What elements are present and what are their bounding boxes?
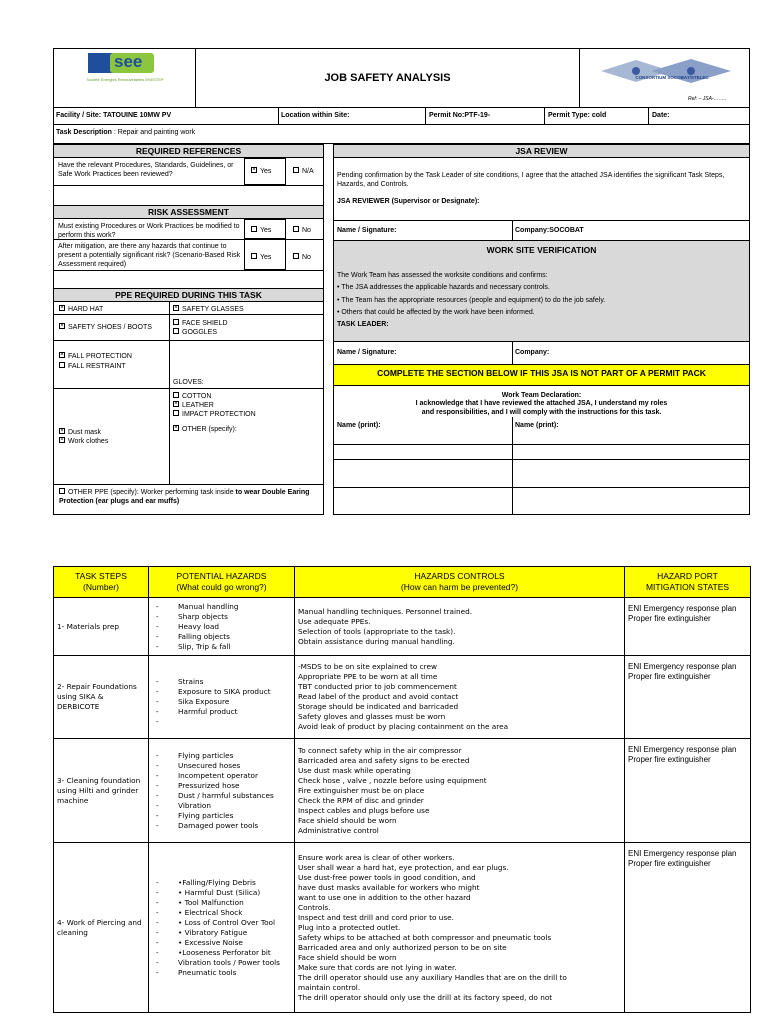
- hazards-cell: [149, 739, 295, 843]
- references-question: Have the relevant Procedures, Standards, Guidelines, or Safe Work Practices been reviewed?: [58, 162, 234, 178]
- gloves-other[interactable]: [173, 425, 237, 434]
- dust-mask-label: Dust mask: [68, 429, 102, 436]
- hazard-item: - Falling objects: [152, 632, 291, 642]
- control-line: The drill operator should use any auxiliary Handles that are on the drill to: [298, 972, 567, 982]
- table-header-row: [54, 567, 751, 598]
- risk-q1-no-checkbox[interactable]: [293, 226, 311, 235]
- hazards-cell: [149, 656, 295, 739]
- refs-na-label: N/A: [302, 168, 314, 175]
- no-label: No: [302, 227, 311, 234]
- hazard-item: - • Tool Malfunction: [152, 898, 291, 908]
- other-ppe-label: OTHER PPE (specify): Worker performing task inside: [68, 489, 236, 496]
- checkbox-icon: [251, 226, 257, 232]
- location-label: Location within Site:: [281, 112, 350, 119]
- partner-logo-text: CONSORTIUM SOCOBAT/STELEC: [635, 75, 709, 80]
- checkbox-icon: [59, 362, 65, 368]
- hazard-item: - Strains: [152, 677, 291, 687]
- ppe-safety-glasses[interactable]: [173, 305, 244, 314]
- col-hazards-title: POTENTIAL HAZARDS: [176, 571, 267, 581]
- control-line: want to use one in addition to the other hazard: [298, 892, 471, 902]
- refs-yes-label: Yes: [260, 168, 272, 175]
- safety-shoes-label: SAFETY SHOES / BOOTS: [68, 324, 152, 331]
- checkbox-icon: [293, 226, 299, 232]
- checkbox-checked-icon: ×: [174, 401, 178, 408]
- hazard-item: - Exposure to SIKA product: [152, 687, 291, 697]
- task-leader-label: TASK LEADER:: [337, 321, 389, 328]
- control-line: Make sure that cords are not lying in water.: [298, 962, 457, 972]
- permit-no-label: Permit No:PTF-19-: [429, 112, 491, 119]
- fall-restraint-label: FALL RESTRAINT: [68, 363, 126, 370]
- jsa-review-text: Pending confirmation by the Task Leader of site conditions, I agree that the attached JSA identifies the significant Task Steps, Hazards, and Controls.: [337, 172, 725, 188]
- other-label: OTHER (specify):: [182, 426, 237, 433]
- col-controls-title: HAZARDS CONTROLS: [414, 571, 505, 581]
- hazard-item: - Harmful product: [152, 707, 291, 717]
- task-step-cell: [54, 598, 149, 656]
- mitigation-cell: [625, 598, 751, 656]
- task-step-cell: [54, 739, 149, 843]
- control-line: Fire extinguisher must be on place: [298, 785, 425, 795]
- mitigation-plan: ENI Emergency response plan: [628, 849, 737, 858]
- page-title: JOB SAFETY ANALYSIS: [324, 72, 451, 84]
- col-mitigation-states: [625, 567, 751, 598]
- table-row: [54, 843, 751, 1013]
- checkbox-checked-icon: ×: [174, 305, 178, 312]
- control-line: Use dust-free power tools in good condition, and: [298, 872, 476, 882]
- checkbox-icon: [173, 319, 179, 325]
- checkbox-checked-icon: ×: [60, 305, 64, 312]
- cotton-label: COTTON: [182, 393, 212, 400]
- controls-cell: [295, 739, 625, 843]
- name-print-2: Name (print):: [515, 422, 559, 429]
- control-line: Inspect cables and plugs before use: [298, 805, 430, 815]
- hazard-item: - •Looseness Perforator bit: [152, 948, 291, 958]
- divider: [169, 388, 324, 389]
- control-line: Safety gloves and glasses must be worn: [298, 712, 446, 721]
- company-logo: [88, 53, 158, 75]
- checkbox-checked-icon: ×: [60, 437, 64, 444]
- control-line: Use dust mask while operating: [298, 765, 411, 775]
- verification-bullet-1: • The JSA addresses the applicable hazards and necessary controls.: [337, 284, 550, 291]
- face-shield-label: FACE SHIELD: [182, 320, 228, 327]
- control-line: Administrative control: [298, 825, 379, 835]
- table-row: [54, 739, 751, 843]
- verification-bullet-3: • Others that could be affected by the work have been informed.: [337, 309, 535, 316]
- required-references-title: REQUIRED REFERENCES: [135, 146, 242, 156]
- yes-label: Yes: [260, 227, 272, 234]
- signature-row-line: [333, 487, 750, 488]
- ref-label: Ref: – JSA-……..: [688, 96, 727, 102]
- verification-bullet-2-text: The Team has the appropriate resources (people and equipment) to do the job safely.: [341, 297, 606, 304]
- control-line: Face shield should be worn: [298, 952, 397, 962]
- partner-logo: [596, 56, 736, 86]
- col-task-steps-title: TASK STEPS: [75, 571, 127, 581]
- checkbox-checked-icon: ×: [174, 425, 178, 432]
- divider: [53, 484, 324, 485]
- divider: [333, 220, 750, 221]
- control-line: Check hose , valve , nozzle before using equipment: [298, 775, 487, 785]
- declaration-line-1: I acknowledge that I have reviewed the attached JSA, I understand my roles: [415, 400, 668, 407]
- control-line: maintain control.: [298, 982, 361, 992]
- control-line: Selection of tools (appropriate to the task).: [298, 626, 456, 636]
- checkbox-icon: [59, 488, 65, 494]
- gloves-label: GLOVES:: [173, 379, 204, 386]
- task-steps-table: [53, 566, 751, 1013]
- impact-label: IMPACT PROTECTION: [182, 411, 256, 418]
- divider: [53, 270, 324, 271]
- control-line: Use adequate PPEs.: [298, 616, 371, 626]
- hazard-item: - Pressurized hose: [152, 781, 291, 791]
- mitigation-extinguisher: Proper fire extinguisher: [628, 755, 711, 764]
- ppe-goggles[interactable]: [173, 328, 217, 337]
- control-line: Manual handling techniques. Personnel trained.: [298, 606, 473, 616]
- divider: [53, 340, 324, 341]
- control-line: Inspect and test drill and cord prior to use.: [298, 912, 454, 922]
- hazard-item: - Vibration: [152, 801, 291, 811]
- leather-label: LEATHER: [182, 402, 214, 409]
- hazards-cell: [149, 598, 295, 656]
- jsa-review-title: JSA REVIEW: [515, 146, 568, 156]
- hazard-item: - Sika Exposure: [152, 697, 291, 707]
- control-line: Storage should be indicated and barricaded: [298, 702, 459, 711]
- goggles-label: GOGGLES: [182, 329, 218, 336]
- facility-label: Facility / Site: TATOUINE 10MW PV: [56, 112, 172, 119]
- control-line: Barricaded area and safety signs to be erected: [298, 755, 470, 765]
- mitigation-extinguisher: Proper fire extinguisher: [628, 859, 711, 868]
- ppe-title: PPE REQUIRED DURING THIS TASK: [115, 290, 262, 300]
- task-step-cell: [54, 656, 149, 739]
- checkbox-checked-icon: ×: [60, 428, 64, 435]
- hazard-item: - Slip, Trip & fall: [152, 642, 291, 652]
- hazard-item: - • Electrical Shock: [152, 908, 291, 918]
- checkbox-checked-icon: ×: [60, 323, 64, 330]
- col-task-steps-sub: (Number): [83, 582, 119, 592]
- verification-bullet-3-text: Others that could be affected by the work have been informed.: [341, 309, 535, 316]
- divider: [53, 314, 324, 315]
- col-mitigation-title: HAZARD PORT: [657, 571, 718, 581]
- control-line: Ensure work area is clear of other workers.: [298, 852, 455, 862]
- control-line: User shall wear a hard hat, eye protection, and ear plugs.: [298, 862, 509, 872]
- hazards-cell: [149, 843, 295, 1013]
- hazard-item: - Manual handling: [152, 602, 291, 612]
- task-step-cell: [54, 843, 149, 1013]
- hazard-item: - • Harmful Dust (Silica): [152, 888, 291, 898]
- risk-q2-yes-checkbox[interactable]: [251, 253, 271, 262]
- col-hazards-controls: [295, 567, 625, 598]
- gloves-impact[interactable]: [173, 410, 256, 419]
- hazard-item: - Heavy load: [152, 622, 291, 632]
- no-label: No: [302, 254, 311, 261]
- declaration-line-2: and responsibilities, and I will comply with the instructions for this task.: [421, 409, 662, 416]
- control-line: TBT conducted prior to job commencement: [298, 682, 457, 691]
- other-ppe: [59, 488, 321, 506]
- col-controls-sub: (How can harm be prevented?): [400, 582, 519, 592]
- declaration-title: Work Team Declaration:: [501, 392, 582, 399]
- checkbox-icon: [251, 253, 257, 259]
- hazard-item: - • Loss of Control Over Tool: [152, 918, 291, 928]
- reviewer-company: Company:SOCOBAT: [515, 227, 584, 234]
- checkbox-checked-icon: ×: [252, 167, 256, 174]
- hazard-item: - •Falling/Flying Debris: [152, 878, 291, 888]
- checkbox-icon: [293, 253, 299, 259]
- hazard-item: - Flying particles: [152, 751, 291, 761]
- divider: [53, 388, 169, 389]
- control-line: Avoid leak of product by placing containment on the area: [298, 722, 509, 731]
- control-line: -MSDS to be on site explained to crew: [298, 662, 437, 671]
- signature-row-line: [333, 459, 750, 460]
- jsa-reviewer-label: JSA REVIEWER (Supervisor or Designate):: [337, 198, 480, 205]
- mitigation-cell: [625, 656, 751, 739]
- control-line: Read label of the product and avoid contact: [298, 692, 459, 701]
- hard-hat-label: HARD HAT: [68, 306, 104, 313]
- leader-company: Company:: [515, 349, 550, 356]
- table-row: [54, 598, 751, 656]
- hazard-item: - Sharp objects: [152, 612, 291, 622]
- verification-bullet-2: • The Team has the appropriate resources (people and equipment) to do the job safely.: [337, 297, 606, 304]
- work-clothes-label: Work clothes: [68, 438, 109, 445]
- risk-question-2: After mitigation, are there any hazards that continue to present a potentially significant risk? (Scenario-Based Risk Assessment required): [58, 243, 241, 268]
- ppe-safety-shoes[interactable]: [59, 323, 152, 332]
- hazard-item: - Unsecured hoses: [152, 761, 291, 771]
- mitigation-extinguisher: Proper fire extinguisher: [628, 614, 711, 623]
- hazard-item: - Incompetent operator: [152, 771, 291, 781]
- ppe-hard-hat[interactable]: [59, 305, 103, 314]
- safety-glasses-label: SAFETY GLASSES: [182, 306, 244, 313]
- other-ppe-detail: to wear Double Earing Protection (ear plugs and ear muffs): [59, 489, 310, 505]
- hazard-item: - Dust / harmful substances: [152, 791, 291, 801]
- date-label: Date:: [652, 112, 670, 119]
- verification-title: WORK SITE VERIFICATION: [486, 245, 597, 255]
- control-line: Plug into a protected outlet.: [298, 922, 401, 932]
- controls-cell: [295, 598, 625, 656]
- ppe-face-shield[interactable]: [173, 319, 228, 328]
- hazard-item: - • Vibratory Fatigue: [152, 928, 291, 938]
- mitigation-cell: [625, 739, 751, 843]
- risk-q2-no-checkbox[interactable]: [293, 253, 311, 262]
- col-potential-hazards: [149, 567, 295, 598]
- signature-column-divider: [512, 417, 513, 515]
- control-line: To connect safety whip in the air compressor: [298, 745, 462, 755]
- logo-tagline: Société Energies Renouvelables ENI/STEP: [86, 77, 164, 82]
- col-task-steps: [54, 567, 149, 598]
- control-line: Check the RPM of disc and grinder: [298, 795, 424, 805]
- logo-text: see: [114, 52, 143, 71]
- table-row: [54, 656, 751, 739]
- divider: [512, 342, 513, 364]
- yes-label: Yes: [260, 254, 272, 261]
- divider: [53, 185, 324, 186]
- hazard-item: - Pneumatic tools: [152, 968, 291, 978]
- ppe-fall-protection[interactable]: [59, 352, 132, 361]
- permit-type-label: Permit Type: cold: [548, 112, 607, 119]
- control-line: Appropriate PPE to be worn at all time: [298, 672, 438, 681]
- hazard-item: - Damaged power tools: [152, 821, 291, 831]
- mitigation-plan: ENI Emergency response plan: [628, 745, 737, 754]
- col-hazards-sub: (What could go wrong?): [176, 582, 267, 592]
- complete-section-text: COMPLETE THE SECTION BELOW IF THIS JSA IS NOT PART OF A PERMIT PACK: [377, 368, 706, 378]
- ppe-dust-mask[interactable]: [59, 428, 101, 437]
- divider: [512, 220, 513, 240]
- gloves-cotton[interactable]: [173, 392, 211, 401]
- hazard-item: - • Excessive Noise: [152, 938, 291, 948]
- leader-name-signature: Name / Signature:: [337, 349, 397, 356]
- ppe-fall-restraint[interactable]: [59, 362, 126, 371]
- signature-row-line: [333, 444, 750, 445]
- col-mitigation-sub: MITIGATION STATES: [645, 582, 730, 592]
- controls-cell: [295, 843, 625, 1013]
- checkbox-icon: [173, 328, 179, 334]
- verification-bullet-1-text: The JSA addresses the applicable hazards and necessary controls.: [341, 284, 550, 291]
- control-line: Face shield should be worn: [298, 815, 397, 825]
- ppe-work-clothes[interactable]: [59, 437, 108, 446]
- task-description-label: Task Description: [56, 129, 112, 136]
- control-line: Obtain assistance during manual handling.: [298, 636, 455, 646]
- fall-protection-label: FALL PROTECTION: [68, 353, 132, 360]
- name-print-1: Name (print):: [337, 422, 381, 429]
- ppe-column-divider: [169, 302, 170, 484]
- refs-na-checkbox[interactable]: [293, 167, 314, 176]
- risk-assessment-title: RISK ASSESSMENT: [148, 207, 229, 217]
- hazard-item: - Flying particles: [152, 811, 291, 821]
- partner-logo-shape: [596, 56, 736, 86]
- control-line: Controls.: [298, 902, 331, 912]
- mitigation-plan: ENI Emergency response plan: [628, 604, 737, 613]
- task-step-text: 3- Cleaning foundation using Hilti and grinder machine: [57, 775, 141, 805]
- mitigation-cell: [625, 843, 751, 1013]
- task-description: [56, 128, 195, 137]
- checkbox-icon: [293, 167, 299, 173]
- checkbox-icon: [173, 392, 179, 398]
- control-line: The drill operator should only use the drill at its factory speed, do not: [298, 992, 553, 1002]
- hazard-item: - Vibration tools / Power tools: [152, 958, 291, 968]
- control-line: have dust masks available for workers who might: [298, 882, 480, 892]
- checkbox-checked-icon: ×: [60, 352, 64, 359]
- control-line: Safety whips to be attached at both compressor and pneumatic tools: [298, 932, 552, 942]
- control-line: Barricaded area and only authorized person to be on site: [298, 942, 507, 952]
- checkbox-icon: [173, 410, 179, 416]
- task-description-value: : Repair and painting work: [111, 129, 196, 136]
- task-step-text: 2- Repair Foundations using SIKA & DERBICOTE: [57, 682, 137, 711]
- risk-question-1: Must existing Procedures or Work Practices be modified to perform this work?: [58, 223, 240, 239]
- verification-intro: The Work Team has assessed the worksite conditions and confirms:: [337, 272, 548, 279]
- refs-yes-checkbox[interactable]: [251, 167, 271, 176]
- risk-q1-yes-checkbox[interactable]: [251, 226, 271, 235]
- gloves-leather[interactable]: [173, 401, 214, 410]
- mitigation-extinguisher: Proper fire extinguisher: [628, 672, 711, 681]
- task-step-text: 1- Materials prep: [57, 621, 119, 631]
- mitigation-plan: ENI Emergency response plan: [628, 662, 737, 671]
- reviewer-name-signature: Name / Signature:: [337, 227, 397, 234]
- task-step-text: 4- Work of Piercing and cleaning: [57, 917, 142, 937]
- controls-cell: [295, 656, 625, 739]
